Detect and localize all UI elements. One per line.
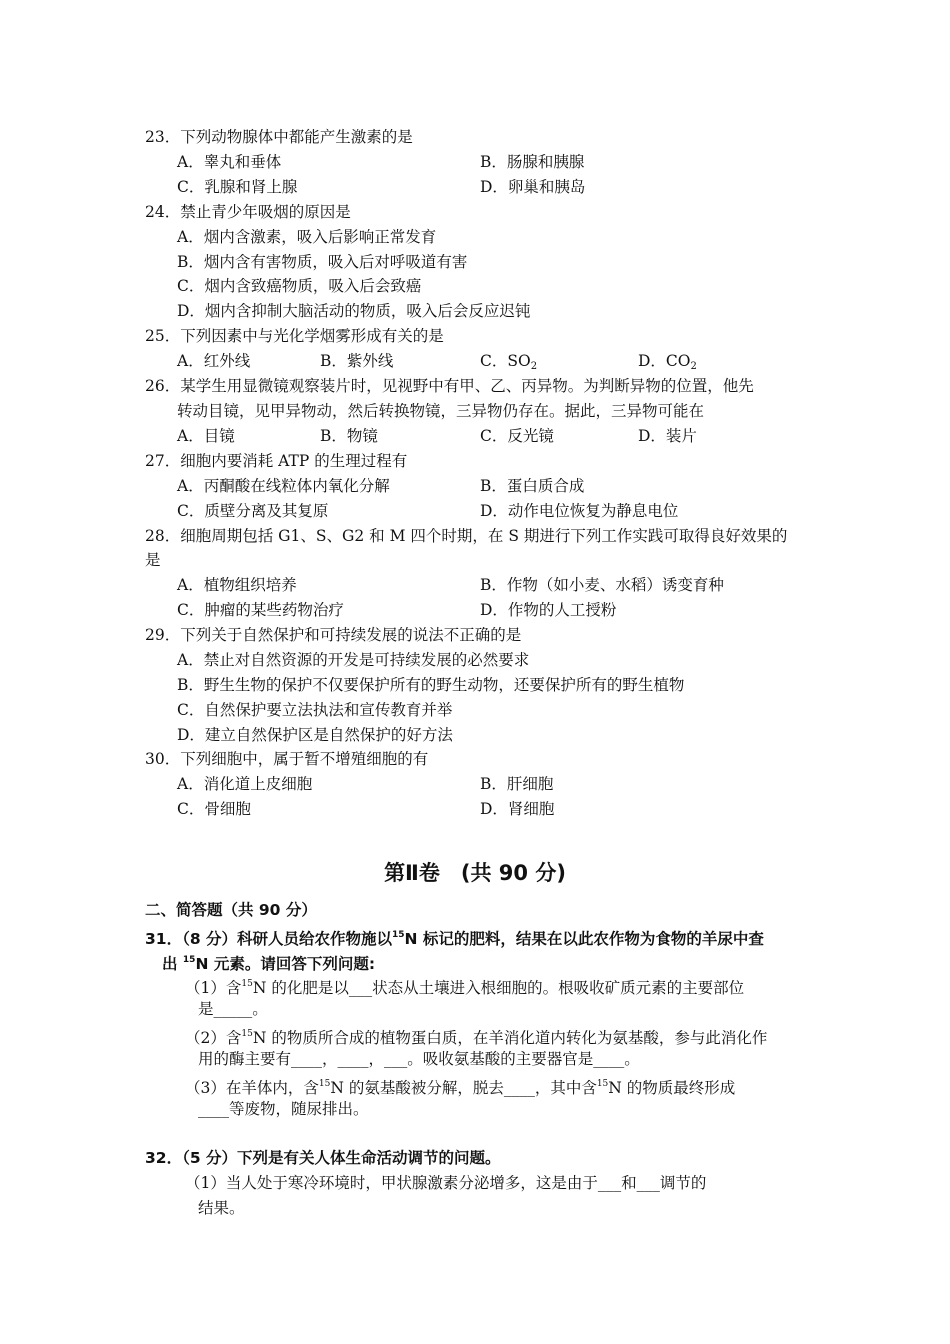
stem-text: 出 bbox=[162, 955, 178, 973]
question-27-option-b: B．蛋白质合成 bbox=[480, 477, 585, 495]
superscript: 15 bbox=[318, 1079, 331, 1089]
part-text: N 的物质所合成的植物蛋白质，在羊消化道内转化为氨基酸，参与此消化作 bbox=[252, 1029, 768, 1047]
stem-text: N 元素。请回答下列问题: bbox=[195, 955, 376, 973]
question-25-stem: 25．下列因素中与光化学烟雾形成有关的是 bbox=[145, 327, 444, 345]
part-text: （2）含 bbox=[185, 1029, 242, 1047]
question-26-option-d: D．装片 bbox=[638, 427, 697, 445]
question-30-option-c: C．骨细胞 bbox=[177, 800, 251, 818]
question-24-stem: 24．禁止青少年吸烟的原因是 bbox=[145, 203, 351, 221]
question-23-option-d: D．卵巢和胰岛 bbox=[480, 178, 586, 196]
question-23-option-c: C．乳腺和肾上腺 bbox=[177, 178, 298, 196]
question-32-stem: 32．（5 分）下列是有关人体生命活动调节的问题。 bbox=[145, 1149, 501, 1167]
option-d-text: D．CO bbox=[638, 352, 691, 370]
question-31-part-3-line2: ____等废物，随尿排出。 bbox=[198, 1100, 369, 1118]
question-28-stem-line1: 28．细胞周期包括 G1、S、G2 和 M 四个时期，在 S 期进行下列工作实践可取得良好效果的 bbox=[145, 527, 788, 545]
question-27-option-c: C．质壁分离及其复原 bbox=[177, 502, 329, 520]
part-text: N 的物质最终形成 bbox=[608, 1079, 736, 1097]
question-24-option-c: C．烟内含致癌物质，吸入后会致癌 bbox=[177, 277, 422, 295]
question-28-stem-line2: 是 bbox=[145, 551, 161, 569]
question-29-option-c: C．自然保护要立法执法和宣传教育并举 bbox=[177, 701, 453, 719]
question-27-stem: 27．细胞内要消耗 ATP 的生理过程有 bbox=[145, 452, 408, 470]
question-31-part-3-line1 bbox=[185, 1074, 735, 1098]
question-31-part-1-line1 bbox=[185, 974, 744, 998]
subscript: 2 bbox=[690, 361, 697, 372]
question-31-part-1-line2: 是_____。 bbox=[198, 1000, 268, 1018]
part-text: （1）含 bbox=[185, 979, 242, 997]
question-23-option-b: B．肠腺和胰腺 bbox=[480, 153, 585, 171]
question-30-option-b: B．肝细胞 bbox=[480, 775, 554, 793]
part-text: （3）在羊体内，含 bbox=[185, 1079, 319, 1097]
superscript: 15 bbox=[182, 955, 196, 965]
subscript: 2 bbox=[530, 361, 538, 372]
superscript: 15 bbox=[596, 1079, 609, 1089]
stem-text: N 标记的肥料，结果在以此农作物为食物的羊尿中查 bbox=[404, 930, 764, 948]
question-24-option-b: B．烟内含有害物质，吸入后对呼吸道有害 bbox=[177, 253, 468, 271]
question-29-stem: 29．下列关于自然保护和可持续发展的说法不正确的是 bbox=[145, 626, 522, 644]
question-25-option-d bbox=[638, 351, 697, 377]
question-28-option-c: C．肿瘤的某些药物治疗 bbox=[177, 601, 344, 619]
part-text: N 的氨基酸被分解，脱去____，其中含 bbox=[330, 1079, 597, 1097]
question-30-option-a: A．消化道上皮细胞 bbox=[177, 775, 313, 793]
question-26-option-a: A．目镜 bbox=[177, 427, 235, 445]
question-25-option-a: A．红外线 bbox=[177, 352, 251, 370]
question-29-option-b: B．野生生物的保护不仅要保护所有的野生动物，还要保护所有的野生植物 bbox=[177, 676, 685, 694]
option-c-text: C．SO bbox=[480, 352, 531, 370]
superscript: 15 bbox=[241, 979, 253, 989]
question-31-stem-line2 bbox=[162, 950, 375, 974]
question-25-option-b: B．紫外线 bbox=[320, 352, 394, 370]
question-32-part-1-line1: （1）当人处于寒冷环境时，甲状腺激素分泌增多，这是由于___和___调节的 bbox=[185, 1174, 707, 1192]
stem-text: 31．（8 分）科研人员给农作物施以 bbox=[145, 930, 393, 948]
question-29-option-d: D．建立自然保护区是自然保护的好方法 bbox=[177, 726, 453, 744]
question-23-stem: 23．下列动物腺体中都能产生激素的是 bbox=[145, 128, 413, 146]
question-24-option-a: A．烟内含激素，吸入后影响正常发育 bbox=[177, 228, 437, 246]
question-28-option-b: B．作物（如小麦、水稻）诱变育种 bbox=[480, 576, 724, 594]
question-31-part-2-line2: 用的酶主要有____，____，___。吸收氨基酸的主要器官是____。 bbox=[198, 1050, 640, 1068]
question-31-part-2-line1 bbox=[185, 1024, 767, 1048]
question-24-option-d: D．烟内含抑制大脑活动的物质，吸入后会反应迟钝 bbox=[177, 302, 531, 320]
superscript: 15 bbox=[241, 1029, 253, 1039]
question-31-stem-line1 bbox=[145, 925, 764, 949]
question-27-option-d: D．动作电位恢复为静息电位 bbox=[480, 502, 679, 520]
question-28-option-d: D．作物的人工授粉 bbox=[480, 601, 617, 619]
question-26-option-c: C．反光镜 bbox=[480, 427, 554, 445]
question-26-stem-line1: 26．某学生用显微镜观察装片时，见视野中有甲、乙、丙异物。为判断异物的位置，他先 bbox=[145, 377, 754, 395]
question-25-option-c bbox=[480, 351, 537, 377]
question-30-stem: 30．下列细胞中，属于暂不增殖细胞的有 bbox=[145, 750, 429, 768]
question-26-stem-line2: 转动目镜，见甲异物动，然后转换物镜，三异物仍存在。据此，三异物可能在 bbox=[177, 402, 705, 420]
question-30-option-d: D．肾细胞 bbox=[480, 800, 555, 818]
question-27-option-a: A．丙酮酸在线粒体内氧化分解 bbox=[177, 477, 390, 495]
question-28-option-a: A．植物组织培养 bbox=[177, 576, 297, 594]
part-text: N 的化肥是以___状态从土壤进入根细胞的。根吸收矿质元素的主要部位 bbox=[252, 979, 745, 997]
question-29-option-a: A．禁止对自然资源的开发是可持续发展的必然要求 bbox=[177, 651, 530, 669]
section-heading: 二、简答题（共 90 分） bbox=[145, 901, 317, 919]
question-26-option-b: B．物镜 bbox=[320, 427, 378, 445]
question-23-option-a: A．睾丸和垂体 bbox=[177, 153, 282, 171]
question-32-part-1-line2: 结果。 bbox=[198, 1199, 245, 1217]
superscript: 15 bbox=[392, 930, 405, 940]
part-2-title: 第Ⅱ卷 (共 90 分) bbox=[384, 861, 566, 885]
